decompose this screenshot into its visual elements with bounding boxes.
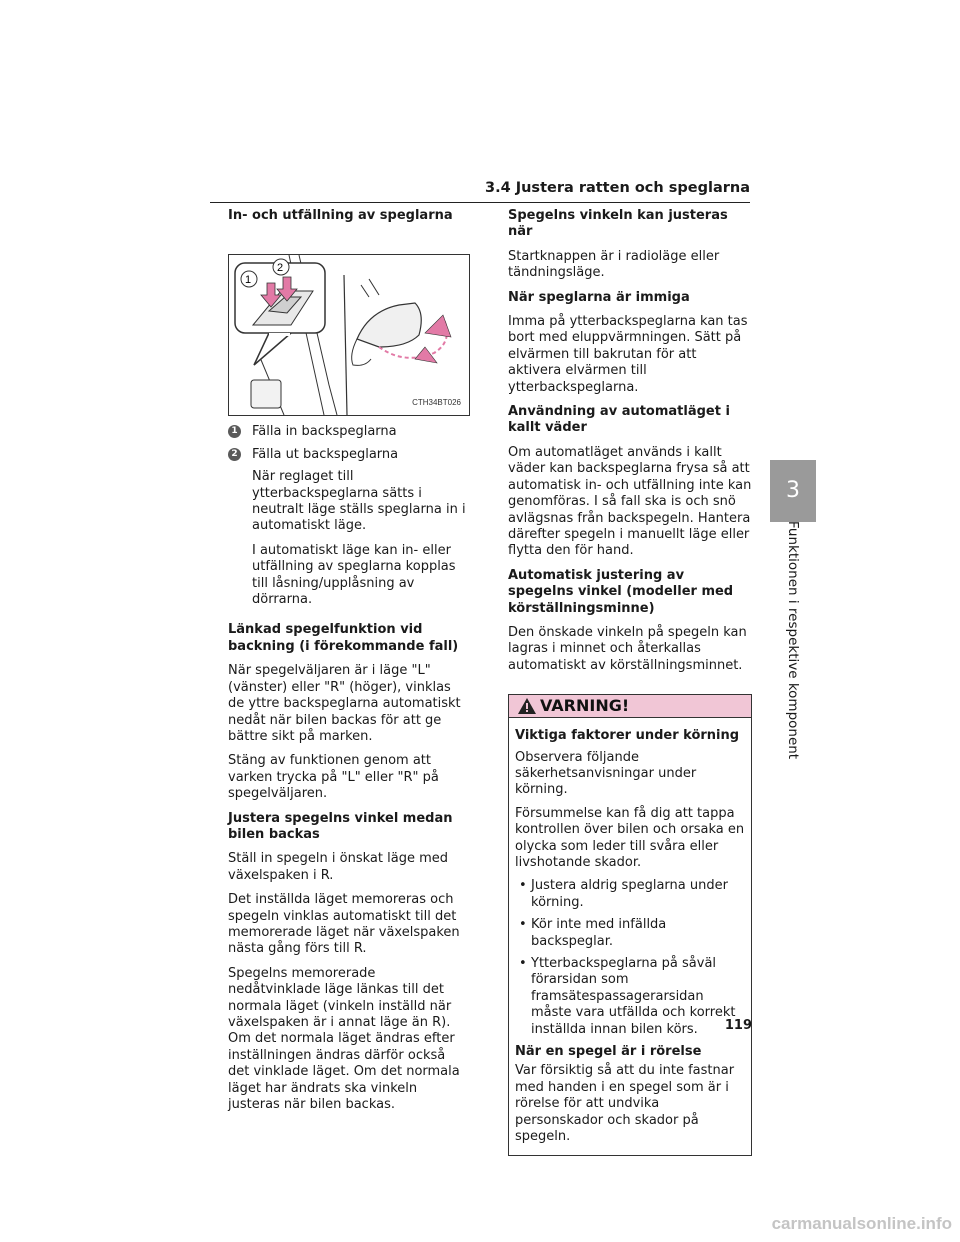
bullet-icon: •	[519, 917, 527, 933]
bullet-icon: •	[519, 878, 527, 894]
paragraph: Om automatläget används i kallt väder kan backspeglarna frysa så att automatisk in- och utfällning inte kan genomföras. I så fall ska is och snö avlägsnas från backspegeln. Hantera därefter spegeln i manuellt läge eller flytta den för hand.	[508, 444, 752, 559]
mirror-illustration	[228, 254, 470, 416]
bullet-icon: •	[519, 956, 527, 972]
paragraph: Det inställda läget memoreras och spegeln vinklas automatiskt till det memorerade läget när växelspaken nästa gång förs till R.	[228, 892, 460, 957]
number-icon: 1	[228, 425, 241, 438]
list-item	[515, 878, 745, 911]
heading-memory: Automatisk justering av spegelns vinkel (modeller med körställningsminne)	[508, 567, 734, 616]
watermark: carmanualsonline.info	[771, 1214, 952, 1233]
heading-adjust: Justera spegelns vinkel medan bilen backas	[228, 810, 453, 842]
list-item	[515, 917, 745, 950]
warning-title: VARNING!	[540, 695, 630, 715]
left-column	[228, 208, 468, 1121]
heading-linked: Länkad spegelfunktion vid backning (i förekommande fall)	[228, 622, 459, 654]
paragraph: Startknappen är i radioläge eller tändningsläge.	[508, 248, 720, 281]
section-header: 3.4 Justera ratten och speglarna	[210, 180, 750, 203]
heading-fog: När speglarna är immiga	[508, 289, 690, 305]
paragraph: Observera följande säkerhetsanvisningar under körning.	[515, 749, 697, 798]
heading-fold: In- och utfällning av speglarna	[228, 208, 453, 223]
paragraph: Imma på ytterbackspeglarna kan tas bort med eluppvärmningen. Sätt på elvärmen till bakrutan för att aktivera elvärmen till ytterbackspeglarna.	[508, 314, 748, 395]
warning-heading: När en spegel är i rörelse	[515, 1044, 702, 1060]
chapter-title-text: Funktionen i respektive komponent	[785, 520, 801, 760]
warning-heading: Viktiga faktorer under körning	[515, 728, 740, 744]
paragraph: Ställ in spegeln i önskat läge med växelspaken i R.	[228, 851, 448, 883]
page-number: 119	[724, 1018, 752, 1033]
paragraph: Försummelse kan få dig att tappa kontrollen över bilen och orsaka en olycka som leder till svåra eller livshotande skador.	[515, 805, 745, 870]
callout-1: 1	[245, 274, 252, 287]
list-item	[228, 424, 468, 440]
right-column	[508, 208, 752, 1156]
paragraph: Var försiktig så att du inte fastnar med handen i en spegel som är i rörelse för att undvika personskador och skador på spegeln.	[515, 1063, 735, 1145]
warning-body	[509, 718, 751, 1145]
bullet-text: Kör inte med infällda backspeglar.	[531, 917, 667, 949]
number-icon: 2	[228, 448, 241, 461]
list-item	[228, 447, 468, 463]
callout-2: 2	[277, 262, 284, 275]
item-text: Fälla ut backspeglarna	[252, 446, 399, 462]
warning-box	[508, 694, 752, 1155]
bullet-text: Justera aldrig speglarna under körning.	[531, 878, 728, 910]
bullet-text: Ytterbackspeglarna på såväl förarsidan som framsätespassagerarsidan måste vara utfällda och korrekt inställda innan bilen körs.	[531, 956, 736, 1037]
mirror-fold-diagram	[229, 255, 469, 415]
paragraph: Stäng av funktionen genom att varken trycka på "L" eller "R" på spegelväljaren.	[228, 753, 439, 802]
warning-header	[509, 695, 751, 718]
paragraph: När spegelväljaren är i läge "L" (vänster) eller "R" (höger), vinklas de yttre backspeglarna automatiskt nedåt när bilen backas för att ge bättre sikt på marken.	[228, 663, 461, 744]
paragraph: Den önskade vinkeln på spegeln kan lagras i minnet och återkallas automatiskt av körställningsminnet.	[508, 624, 747, 673]
heading-cold: Användning av automatläget i kallt väder	[508, 404, 730, 436]
note-auto: I automatiskt läge kan in- eller utfällning av speglarna kopplas till låsning/upplåsning av dörrarna.	[252, 542, 456, 608]
figure-code: CTH34BT026	[412, 398, 461, 407]
chapter-tab: 3	[770, 460, 816, 522]
warning-triangle-icon	[517, 697, 537, 715]
note-neutral: När reglaget till ytterbackspeglarna sätts i neutralt läge ställs speglarna in i automatiskt läge.	[252, 469, 466, 534]
item-text: Fälla in backspeglarna	[252, 424, 397, 440]
paragraph: Spegelns memorerade nedåtvinklade läge länkas till det normala läget (vinkeln inställd när växelspaken är i annat läge än R). Om det normala läget ändras efter inställningen ändras därför också det vinklade läget. Om det normala läget har ändrats ska vinkeln justeras när bilen backas.	[228, 965, 460, 1113]
heading-angle: Spegelns vinkeln kan justeras när	[508, 208, 728, 240]
